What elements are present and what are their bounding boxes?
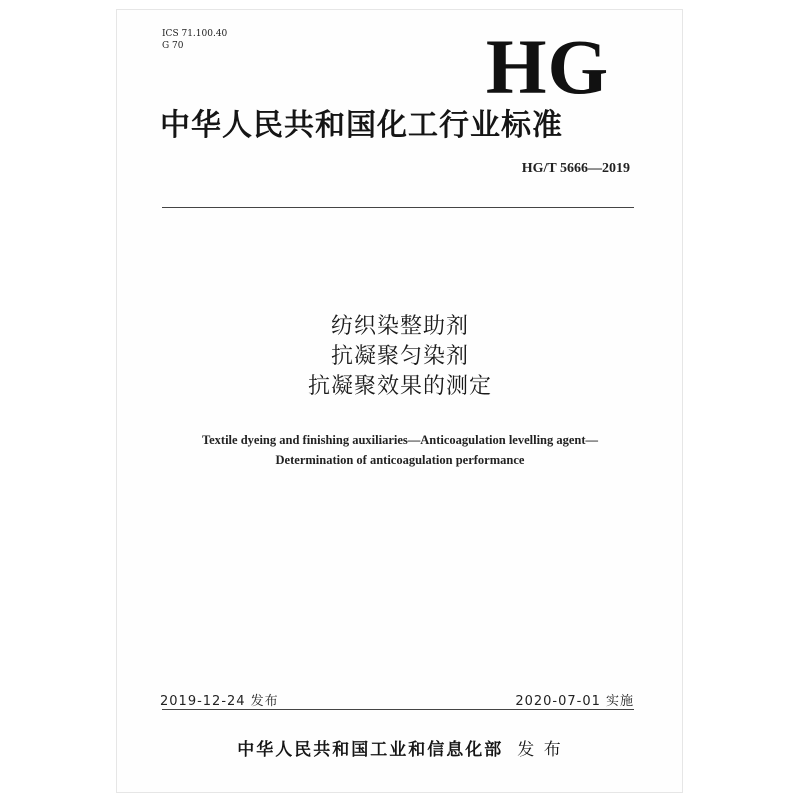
title-line-2: 抗凝聚匀染剂	[330, 344, 469, 369]
title-line-3: 抗凝聚效果的测定	[307, 374, 492, 399]
classification-codes	[162, 28, 227, 52]
issuer-name: 中华人民共和国工业和信息化部	[237, 740, 504, 760]
english-title	[160, 430, 640, 470]
class-code: G 70	[162, 41, 184, 51]
title-line-1: 纺织染整助剂	[330, 314, 469, 339]
issuer	[160, 735, 640, 760]
standard-number: HG/T 5666—2019	[521, 161, 630, 176]
footer-divider	[162, 709, 634, 710]
issue-date: 2019-12-24 发布	[160, 694, 279, 709]
organization-title: 中华人民共和国化工行业标准	[160, 108, 563, 143]
ics-code: ICS 71.100.40	[162, 29, 228, 39]
hg-logo-mark: HG	[485, 23, 610, 110]
english-title-line-1: Textile dyeing and finishing auxiliaries—Anticoagulation levelling agent—	[201, 433, 599, 447]
implementation-date: 2020-07-01 实施	[515, 694, 634, 709]
header-divider	[162, 207, 634, 208]
issuer-action: 发 布	[517, 740, 563, 760]
english-title-line-2: Determination of anticoagulation performance	[275, 453, 525, 467]
chinese-title	[160, 312, 640, 402]
